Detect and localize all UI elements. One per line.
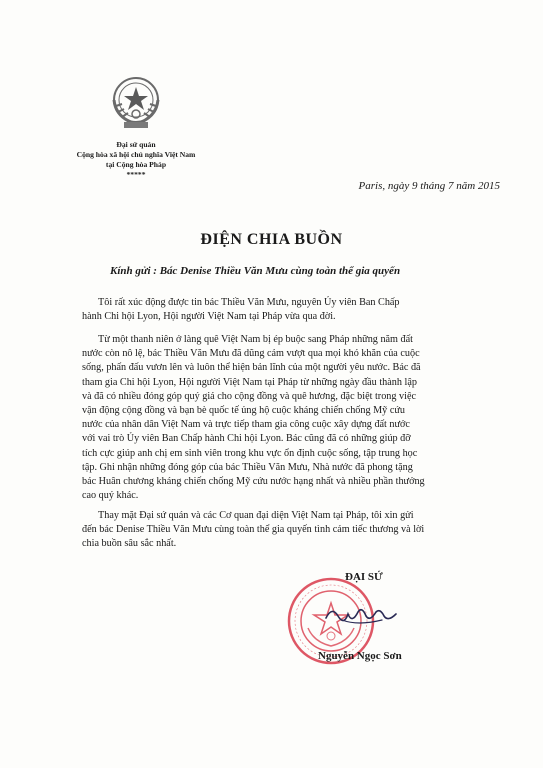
signer-name: Nguyễn Ngọc Sơn — [318, 650, 402, 662]
embassy-line: Đại sứ quán — [116, 140, 156, 149]
paragraph-line: tham gia Chi hội Lyon, Hội người Việt Nam tại Pháp từ những ngày đầu thành lập — [82, 376, 417, 388]
paragraph-line: cao quý khác. — [82, 490, 139, 502]
place-date: Paris, ngày 9 tháng 7 năm 2015 — [358, 180, 500, 192]
paragraph-3 — [82, 509, 470, 552]
paragraph-line: bác Huân chương kháng chiến chống Mỹ cứu nước hạng nhất và nhiều phần thưởng — [82, 476, 425, 488]
handwritten-signature-icon — [322, 600, 402, 630]
embassy-heading — [66, 140, 206, 180]
paragraph-line: nước của nhân dân Việt Nam và trực tiếp tham gia công cuộc xây dựng đất nước — [82, 419, 410, 431]
paragraph-line: hành Chi hội Lyon, Hội người Việt Nam tại Pháp vừa qua đời. — [82, 311, 336, 323]
paragraph-line: và đã có nhiều đóng góp quý giá cho cộng đồng và quê hương, đặc biệt trong việc — [82, 390, 416, 402]
paragraph-line: Từ một thanh niên ở làng quê Việt Nam bị ép buộc sang Pháp những năm đất — [98, 334, 413, 345]
embassy-line: tại Cộng hòa Pháp — [105, 160, 167, 169]
paragraph-line: với vai trò Ủy viên Ban Chấp hành Chi hội Lyon. Bác cũng đã có những giúp đỡ — [82, 433, 411, 445]
paragraph-line: tích cực giúp anh chị em sinh viên trong khu vực ổn định cuộc sống, tập trung học — [82, 447, 418, 459]
paragraph-line: sống, phấn đấu vươn lên và luôn thể hiện bản lĩnh của một người yêu nước. Bác đã — [82, 362, 421, 374]
paragraph-line: nước còn nô lệ, bác Thiều Văn Mưu đã dũng cảm vượt qua mọi khó khăn của cuộc — [82, 348, 420, 360]
paragraph-line: tập. Ghi nhận những đóng góp của bác Thiều Văn Mưu, Nhà nước đã phong tặng — [82, 461, 413, 473]
embassy-line: Cộng hòa xã hội chủ nghĩa Việt Nam — [76, 150, 196, 159]
vietnam-national-emblem-icon — [104, 70, 168, 134]
paragraph-line: Tôi rất xúc động được tin bác Thiều Văn Mưu, nguyên Ủy viên Ban Chấp — [98, 297, 400, 308]
paragraph-line: đến bác Denise Thiều Văn Mưu cùng toàn thể gia quyến tình cảm tiếc thương và lời — [82, 524, 425, 536]
paragraph-2 — [82, 333, 470, 503]
paragraph-line: chia buồn sâu sắc nhất. — [82, 538, 177, 550]
paragraph-line: Thay mặt Đại sứ quán và các Cơ quan đại diện Việt Nam tại Pháp, tôi xin gửi — [98, 510, 414, 521]
document-title: ĐIỆN CHIA BUỒN — [200, 231, 343, 248]
paragraph-line: vận động cộng đồng và bạn bè quốc tế ủng hộ cuộc kháng chiến chống Mỹ cứu — [82, 405, 405, 417]
embassy-stars: ***** — [126, 170, 146, 179]
signer-title: ĐẠI SỨ — [345, 571, 383, 583]
paragraph-1 — [82, 296, 470, 324]
greeting-line: Kính gửi : Bác Denise Thiều Văn Mưu cùng toàn thể gia quyến — [110, 265, 401, 277]
